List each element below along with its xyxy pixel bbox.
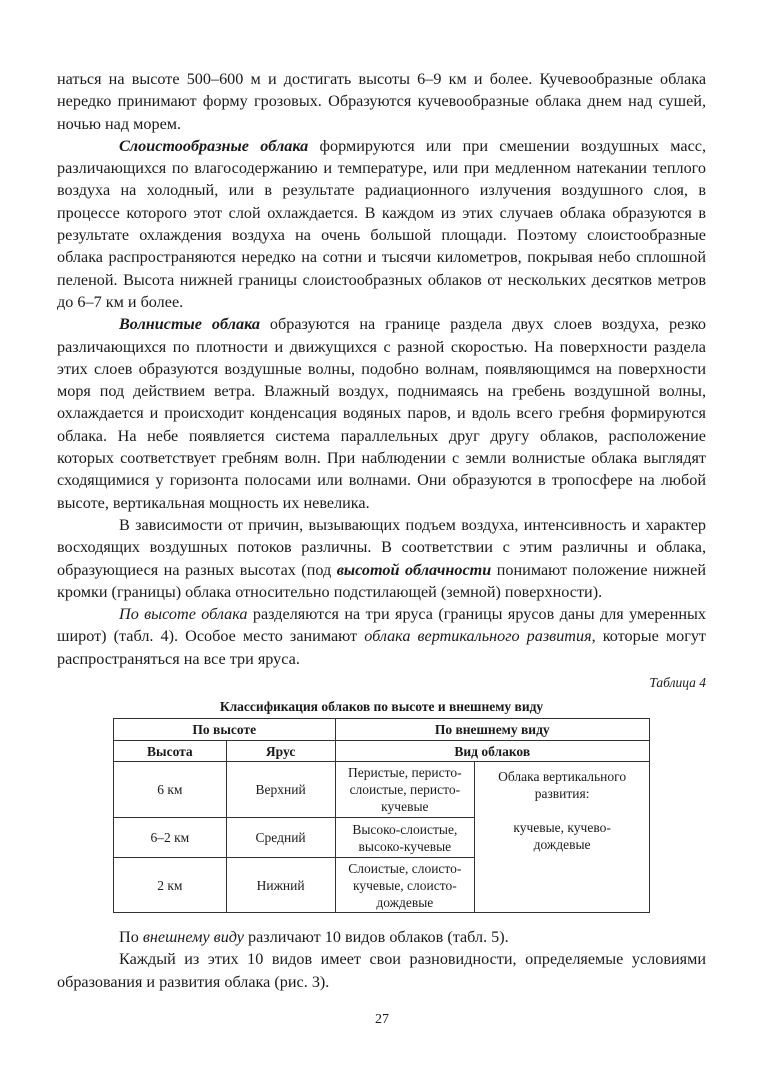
col-header-tier: Ярус bbox=[226, 741, 335, 762]
paragraph-varieties: Каждый из этих 10 видов имеет свои разновидности, определяемые условиями образования и развития облака (рис. 3). bbox=[57, 950, 706, 991]
paragraph-text: разделяются на три яруса (границы ярусов даны для умеренных широт) (табл. 4). Особое место занимают bbox=[57, 605, 706, 646]
paragraph-stratiform bbox=[57, 135, 706, 313]
col-header-cloud-types: Вид облаков bbox=[335, 741, 650, 762]
cell-types: Перистые, перисто-слоистые, перисто-кучевые bbox=[335, 762, 475, 818]
term-wavy-clouds: Волнистые облака bbox=[119, 315, 260, 334]
table-label: Таблица 4 bbox=[649, 675, 706, 691]
term-appearance: внешнему виду bbox=[142, 928, 244, 946]
cell-tier: Средний bbox=[226, 818, 335, 858]
group-header-by-height: По высоте bbox=[114, 719, 336, 741]
paragraph-tiers bbox=[57, 603, 706, 670]
group-header-by-appearance: По внешнему виду bbox=[335, 719, 650, 741]
paragraph-text: образуются на границе раздела двух слоев воздуха, резко различающихся по плотности и движущихся с разной скоростью. На поверхности раздела этих слоев образуются воздушные волны, подобно волнам, появляющимся на поверхности моря под действием ветра. Влажный воздух, поднимаясь на гребень воздушной волны, охлаждается и происходит конденсация водяных паров, и вдоль всего гребня формируются облака. На небе появляется система параллельных друг другу облаков, расположение которых соответствует гребням волн. При наблюдении с земли волнистые облака выглядят сходящимися у горизонта полосами или волнами. Они образуются в тропосфере на любой высоте, вертикальная мощность их невелика. bbox=[57, 315, 706, 512]
term-stratiform-clouds: Слоистообразные облака bbox=[119, 136, 309, 155]
paragraph-text: , которые могут распространяться на все три яруса. bbox=[57, 627, 707, 668]
page-body bbox=[57, 68, 706, 716]
table-row bbox=[114, 762, 650, 818]
page-body-after-table bbox=[57, 926, 706, 993]
cell-types: Слоистые, слоисто-кучевые, слоисто-дождевые bbox=[335, 858, 475, 913]
term-by-height: По высоте облака bbox=[119, 605, 248, 624]
term-cloud-height: высотой облачности bbox=[336, 560, 492, 579]
vertical-dev-types: кучевые, кучево-дождевые bbox=[513, 820, 611, 852]
paragraph-text: В зависимости от причин, вызывающих подъем воздуха, интенсивность и характер восходящих воздушных потоков различны. В соответствии с этим различны и облака, образующиеся на разных высотах (под bbox=[57, 515, 706, 579]
paragraph-appearance bbox=[57, 926, 706, 948]
paragraph-cumulus-continued: наться на высоте 500–600 м и достигать высоты 6–9 км и более. Кучевообразные облака нередко принимают форму грозовых. Образуются кучевообразные облака днем над сушей, ночью над морем. bbox=[57, 70, 706, 133]
cell-height: 6 км bbox=[114, 762, 227, 818]
cell-vertical-development bbox=[475, 762, 650, 913]
paragraph-text: По bbox=[119, 928, 143, 946]
cell-tier: Верхний bbox=[226, 762, 335, 818]
cloud-classification-table bbox=[113, 718, 650, 913]
vertical-dev-title: Облака вертикального развития: bbox=[498, 769, 627, 801]
cell-types: Высоко-слоистые, высоко-кучевые bbox=[335, 818, 475, 858]
page-number: 27 bbox=[375, 1012, 389, 1027]
paragraph-text: формируются или при смешении воздушных масс, различающихся по влагосодержанию и температуре, или при медленном натекании теплого воздуха на холодный, или в результате радиационного излучения воздушного слоя, в процессе которого этот слой охлаждается. В каждом из этих случаев облака образуются в результате охлаждения воздуха на очень большой площади. Поэтому слоистообразные облака распространяются нередко на сотни и тысячи километров, покрывая небо сплошной пеленой. Высота нижней границы слоистообразных облаков от нескольких десятков метров до 6–7 км и более. bbox=[57, 136, 706, 311]
col-header-height: Высота bbox=[114, 741, 227, 762]
cell-height: 6–2 км bbox=[114, 818, 227, 858]
paragraph-text: понимают положение нижней кромки (границы) облака относительно подстилающей (земной) поверхности). bbox=[57, 560, 707, 601]
cell-height: 2 км bbox=[114, 858, 227, 913]
paragraph-wavy bbox=[57, 313, 706, 514]
table-title: Классификация облаков по высоте и внешнему виду bbox=[219, 699, 544, 715]
paragraph-cloud-height bbox=[57, 514, 706, 603]
cell-tier: Нижний bbox=[226, 858, 335, 913]
paragraph-text: различают 10 видов облаков (табл. 5). bbox=[243, 928, 509, 946]
term-vertical-development: облака вертикального развития bbox=[364, 627, 592, 646]
